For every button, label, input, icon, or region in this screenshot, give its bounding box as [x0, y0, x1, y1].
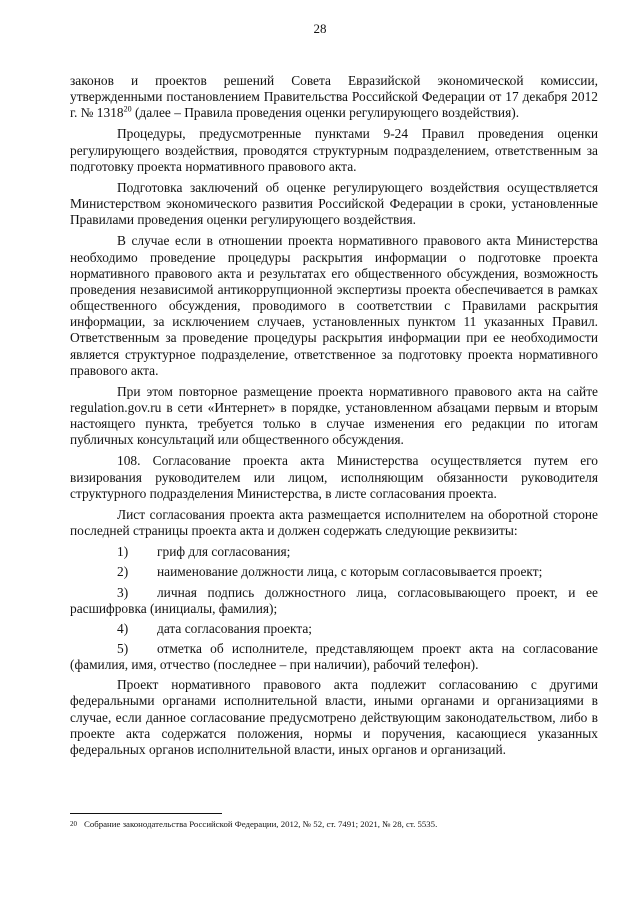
- footnote: [70, 819, 598, 830]
- requisite-item: [70, 544, 598, 560]
- page-number: 28: [313, 21, 327, 36]
- paragraph-approval-sheet: Лист согласования проекта акта размещается исполнителем на оборотной стороне последней страницы проекта акта и должен содержать следующие реквизиты:: [70, 506, 598, 539]
- paragraph-item-108: 108. Согласование проекта акта Министерства осуществляется путем его визирования руководителем или лицом, исполняющим обязанности руководителя структурного подразделения Министерства, в листе согласования проекта.: [70, 453, 598, 501]
- requisite-number: 3): [117, 584, 129, 600]
- requisite-item: [70, 621, 598, 637]
- paragraph-federal-approval: Проект нормативного правового акта подлежит согласованию с другими федеральными органами исполнительной власти, иными органами и организациями в случае, если данное согласование предусмотрено действующим законодательством, либо в проекте акта содержатся положения, нормы и поручения, касающиеся указанных федеральных органов исполнительной власти, иных органов и организаций.: [70, 677, 598, 757]
- paragraph-conclusions: Подготовка заключений об оценке регулирующего воздействия осуществляется Министерством экономического развития Российской Федерации в сроки, установленные Правилами проведения оценки регулирующего воздействия.: [70, 179, 598, 228]
- requisite-item: [70, 641, 598, 673]
- requisite-text: гриф для согласования;: [157, 544, 291, 560]
- requisite-text: наименование должности лица, с которым согласовывается проект;: [157, 564, 543, 580]
- requisite-text: дата согласования проекта;: [157, 620, 313, 636]
- requisite-number: 2): [117, 564, 129, 580]
- requisite-text: личная подпись должностного лица, согласовывающего проект, и ее расшифровка (инициалы, фамилия);: [70, 584, 598, 616]
- requisite-number: 4): [117, 620, 129, 636]
- requisite-item: [70, 585, 598, 617]
- requisite-text: отметка об исполнителе, представляющем проект акта на согласование (фамилия, имя, отчество (последнее – при наличии), рабочий телефон).: [70, 641, 598, 673]
- paragraph-continued: [70, 73, 598, 121]
- requisite-number: 5): [117, 641, 129, 656]
- paragraph-procedures: Процедуры, предусмотренные пунктами 9-24 Правил проведения оценки регулирующего воздействия, проводятся структурным подразделением, ответственным за подготовку проекта нормативного правового акта.: [70, 126, 598, 174]
- footnote-mark: 20: [70, 820, 77, 828]
- body-text: [70, 73, 598, 763]
- footnote-separator: [70, 813, 222, 814]
- paragraph-text-after: (далее – Правила проведения оценки регулирующего воздействия).: [131, 105, 520, 121]
- requisite-number: 1): [117, 544, 129, 560]
- requisite-item: [70, 564, 598, 580]
- footnote-text: Собрание законодательства Российской Федерации, 2012, № 52, ст. 7491; 2021, № 28, ст. 5535.: [84, 819, 438, 829]
- paragraph-repeated-placement: При этом повторное размещение проекта нормативного правового акта на сайте regulation.gov.ru в сети «Интернет» в порядке, установленном абзацами первым и вторым настоящего пункта, требуется только в случае изменения его редакции по итогам публичных консультаций или общественного обсуждения.: [70, 383, 598, 448]
- footnote-reference[interactable]: 20: [123, 104, 132, 114]
- paragraph-text: законов и проектов решений Совета Евразийской экономической комиссии, утвержденными постановлением Правительства Российской Федерации от 17 декабря 2012 г. № 1318: [70, 73, 598, 121]
- paragraph-disclosure: В случае если в отношении проекта нормативного правового акта Министерства необходимо проведение процедуры раскрытия информации о подготовке проекта нормативного правового акта и результатах его общественного обсуждения, возможность проведения независимой антикоррупционной экспертизы проекта обеспечивается в рамках общественного обсуждения, проводимого в соответствии с Правилами раскрытия информации, за исключением случаев, установленных пунктом 11 указанных Правил. Ответственным за проведение процедуры раскрытия информации при ее необходимости является структурное подразделение, ответственное за подготовку проекта нормативного правового акта.: [70, 233, 598, 378]
